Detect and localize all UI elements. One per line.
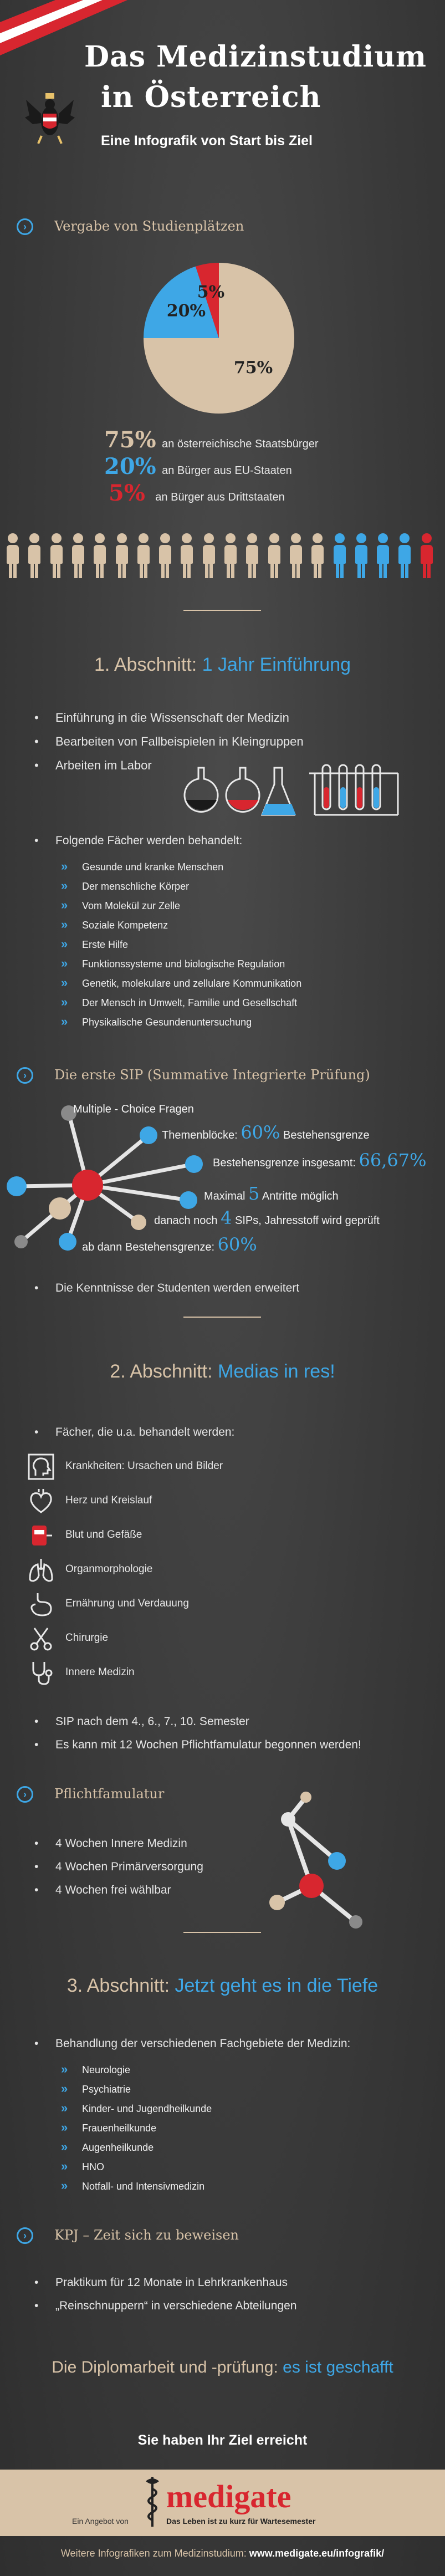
list-item: • Einführung in die Wissenschaft der Medizin bbox=[55, 711, 289, 725]
list-item: • 4 Wochen Innere Medizin bbox=[55, 1837, 187, 1850]
section-name: 1 Jahr Einführung bbox=[202, 654, 351, 675]
list-item: » Neurologie bbox=[82, 2064, 130, 2076]
austrian-eagle-icon bbox=[25, 83, 75, 150]
list-item: » Vom Molekül zur Zelle bbox=[82, 900, 180, 912]
list-item: » Soziale Kompetenz bbox=[82, 920, 168, 931]
legend-text: an österreichische Staatsbürger bbox=[162, 438, 319, 450]
chevron-circle-icon: › bbox=[17, 1067, 33, 1084]
stomach-icon bbox=[28, 1591, 54, 1618]
pie-label-20: 20% bbox=[166, 301, 206, 321]
person-icon bbox=[421, 533, 433, 579]
sip-label: Bestehensgrenze insgesamt: bbox=[213, 1157, 356, 1169]
person-icon bbox=[355, 533, 367, 579]
sip-then-threshold bbox=[82, 1234, 257, 1255]
list-item: » Physikalische Gesundenuntersuchung bbox=[82, 1017, 252, 1028]
divider bbox=[183, 1932, 261, 1933]
person-icon bbox=[116, 533, 128, 579]
section-3-title bbox=[0, 1975, 445, 1997]
chevron-circle-icon: › bbox=[17, 1786, 33, 1803]
list-item: » Psychiatrie bbox=[82, 2084, 131, 2095]
section-number: 3. Abschnitt: bbox=[67, 1975, 170, 1996]
diploma-label: Die Diplomarbeit und -prüfung: bbox=[52, 2358, 278, 2376]
legend-pct: 5% bbox=[109, 480, 145, 506]
legend-row bbox=[104, 453, 292, 480]
subtitle: Eine Infografik von Start bis Ziel bbox=[101, 133, 313, 149]
sip-block-threshold bbox=[162, 1122, 370, 1143]
person-icon bbox=[398, 533, 411, 579]
section-number: 2. Abschnitt: bbox=[110, 1361, 213, 1382]
subject-label: Chirurgie bbox=[65, 1632, 109, 1644]
lab-equipment-icon bbox=[183, 757, 402, 823]
brand-name[interactable]: medigate bbox=[166, 2478, 291, 2514]
list-item: • Die Kenntnisse der Studenten werden erweitert bbox=[55, 1282, 299, 1295]
medigate-logo-icon bbox=[141, 2473, 163, 2529]
section-number: 1. Abschnitt: bbox=[94, 654, 197, 675]
chevron-circle-icon: › bbox=[17, 218, 33, 235]
person-icon bbox=[7, 533, 19, 579]
person-icon bbox=[377, 533, 389, 579]
sip-number: 4 bbox=[221, 1207, 232, 1228]
person-icon bbox=[137, 533, 150, 579]
molecule-icon bbox=[260, 1792, 366, 1930]
list-item: • Es kann mit 12 Wochen Pflichtfamulatur begonnen werden! bbox=[55, 1738, 361, 1752]
sip-label: Maximal bbox=[204, 1190, 245, 1202]
list-item: » Genetik, molekulare und zellulare Kommunikation bbox=[82, 978, 301, 989]
subject-label: Organmorphologie bbox=[65, 1563, 153, 1575]
list-item: » Der menschliche Körper bbox=[82, 881, 189, 892]
legend-text: an Bürger aus EU-Staaten bbox=[162, 465, 292, 477]
list-item: • „Reinschnuppern“ in verschiedene Abteilungen bbox=[55, 2299, 296, 2313]
divider bbox=[183, 1317, 261, 1318]
sip-label: Bestehensgrenze bbox=[283, 1129, 370, 1141]
list-intro: • Fächer, die u.a. behandelt werden: bbox=[55, 1426, 234, 1439]
sip-further bbox=[154, 1207, 380, 1228]
section-2-title bbox=[0, 1361, 445, 1383]
subject-label: Herz und Kreislauf bbox=[65, 1494, 152, 1506]
person-icon bbox=[181, 533, 193, 579]
legend-pct: 20% bbox=[104, 453, 156, 480]
list-item: » Notfall- und Intensivmedizin bbox=[82, 2181, 204, 2192]
allocation-pie-chart bbox=[141, 261, 296, 416]
list-item: » Frauenheilkunde bbox=[82, 2123, 156, 2134]
person-icon bbox=[28, 533, 40, 579]
blood-bag-icon bbox=[28, 1522, 54, 1549]
person-icon bbox=[203, 533, 215, 579]
subject-label: Krankheiten: Ursachen und Bilder bbox=[65, 1460, 223, 1472]
chevron-circle-icon: › bbox=[17, 2227, 33, 2244]
sip-number: 66,67% bbox=[359, 1150, 427, 1171]
famulatur-heading: Pflichtfamulatur bbox=[54, 1786, 165, 1802]
sip-heading: Die erste SIP (Summative Integrierte Prüfung) bbox=[54, 1067, 370, 1083]
legend-text: an Bürger aus Drittstaaten bbox=[155, 491, 285, 503]
sip-label: danach noch bbox=[154, 1215, 218, 1227]
list-item: • Praktikum für 12 Monate in Lehrkrankenhaus bbox=[55, 2276, 288, 2289]
person-icon bbox=[50, 533, 63, 579]
sip-label: SIPs, Jahresstoff wird geprüft bbox=[235, 1215, 380, 1227]
section-name: Medias in res! bbox=[218, 1361, 335, 1382]
scissors-icon bbox=[28, 1625, 54, 1652]
sip-max-attempts bbox=[204, 1183, 339, 1204]
section-1-title bbox=[0, 654, 445, 676]
list-item: » HNO bbox=[82, 2161, 104, 2173]
heart-icon bbox=[28, 1488, 54, 1514]
allocation-heading: Vergabe von Studienplätzen bbox=[54, 218, 244, 234]
stethoscope-icon bbox=[28, 1660, 54, 1686]
legend-pct: 75% bbox=[104, 427, 156, 453]
section-name: Jetzt geht es in die Tiefe bbox=[175, 1975, 378, 1996]
pie-label-75: 75% bbox=[233, 358, 273, 378]
sip-label: Antritte möglich bbox=[262, 1190, 339, 1202]
brand-tagline: Das Leben ist zu kurz für Wartesemester bbox=[166, 2517, 316, 2526]
person-icon bbox=[246, 533, 258, 579]
lungs-icon bbox=[28, 1557, 54, 1583]
diploma-line bbox=[0, 2358, 445, 2377]
subject-label: Innere Medizin bbox=[65, 1666, 135, 1678]
person-icon bbox=[311, 533, 324, 579]
divider bbox=[183, 610, 261, 611]
title-line-1: Das Medizinstudium bbox=[84, 40, 427, 74]
sip-total-threshold bbox=[213, 1150, 427, 1171]
sip-number: 60% bbox=[217, 1234, 257, 1255]
list-item: » Kinder- und Jugendheilkunde bbox=[82, 2103, 212, 2115]
list-item: • Bearbeiten von Fallbeispielen in Kleingruppen bbox=[55, 734, 304, 749]
person-icon bbox=[159, 533, 171, 579]
list-intro: • Folgende Fächer werden behandelt: bbox=[55, 834, 242, 848]
subject-label: Blut und Gefäße bbox=[65, 1529, 142, 1541]
more-link[interactable]: www.medigate.eu/infografik/ bbox=[249, 2548, 385, 2559]
title-line-2: in Österreich bbox=[101, 80, 321, 114]
head-icon bbox=[28, 1453, 54, 1480]
list-item: • Arbeiten im Labor bbox=[55, 758, 152, 773]
offer-label: Ein Angebot von bbox=[72, 2517, 129, 2526]
list-item: » Erste Hilfe bbox=[82, 939, 128, 951]
person-icon bbox=[224, 533, 237, 579]
list-item: • 4 Wochen frei wählbar bbox=[55, 1884, 171, 1897]
sip-number: 5 bbox=[248, 1183, 260, 1204]
list-intro: • Behandlung der verschiedenen Fachgebiete der Medizin: bbox=[55, 2037, 350, 2050]
kpj-heading: KPJ – Zeit sich zu beweisen bbox=[54, 2227, 239, 2243]
list-item: » Augenheilkunde bbox=[82, 2142, 154, 2154]
list-item: » Der Mensch in Umwelt, Familie und Gesellschaft bbox=[82, 997, 297, 1009]
subject-label: Ernährung und Verdauung bbox=[65, 1598, 189, 1609]
person-icon bbox=[72, 533, 84, 579]
list-item: » Funktionssysteme und biologische Regulation bbox=[82, 958, 285, 970]
sip-label: ab dann Bestehensgrenze: bbox=[82, 1241, 215, 1253]
list-item: • SIP nach dem 4., 6., 7., 10. Semester bbox=[55, 1715, 249, 1728]
person-icon bbox=[94, 533, 106, 579]
pie-label-5: 5% bbox=[197, 282, 225, 302]
sip-number: 60% bbox=[241, 1122, 280, 1143]
list-item: • 4 Wochen Primärversorgung bbox=[55, 1860, 203, 1874]
goal-text: Sie haben Ihr Ziel erreicht bbox=[137, 2432, 308, 2448]
person-icon bbox=[268, 533, 280, 579]
sip-label: Themenblöcke: bbox=[162, 1129, 238, 1141]
sip-multiple-choice: Multiple - Choice Fragen bbox=[73, 1103, 194, 1115]
more-line bbox=[0, 2548, 445, 2559]
person-icon bbox=[290, 533, 302, 579]
list-item: » Gesunde und kranke Menschen bbox=[82, 861, 223, 873]
legend-row bbox=[104, 427, 319, 453]
legend-row bbox=[109, 480, 285, 506]
person-icon bbox=[334, 533, 346, 579]
more-label: Weitere Infografiken zum Medizinstudium: bbox=[60, 2548, 247, 2559]
diploma-highlight: es ist geschafft bbox=[283, 2358, 393, 2376]
